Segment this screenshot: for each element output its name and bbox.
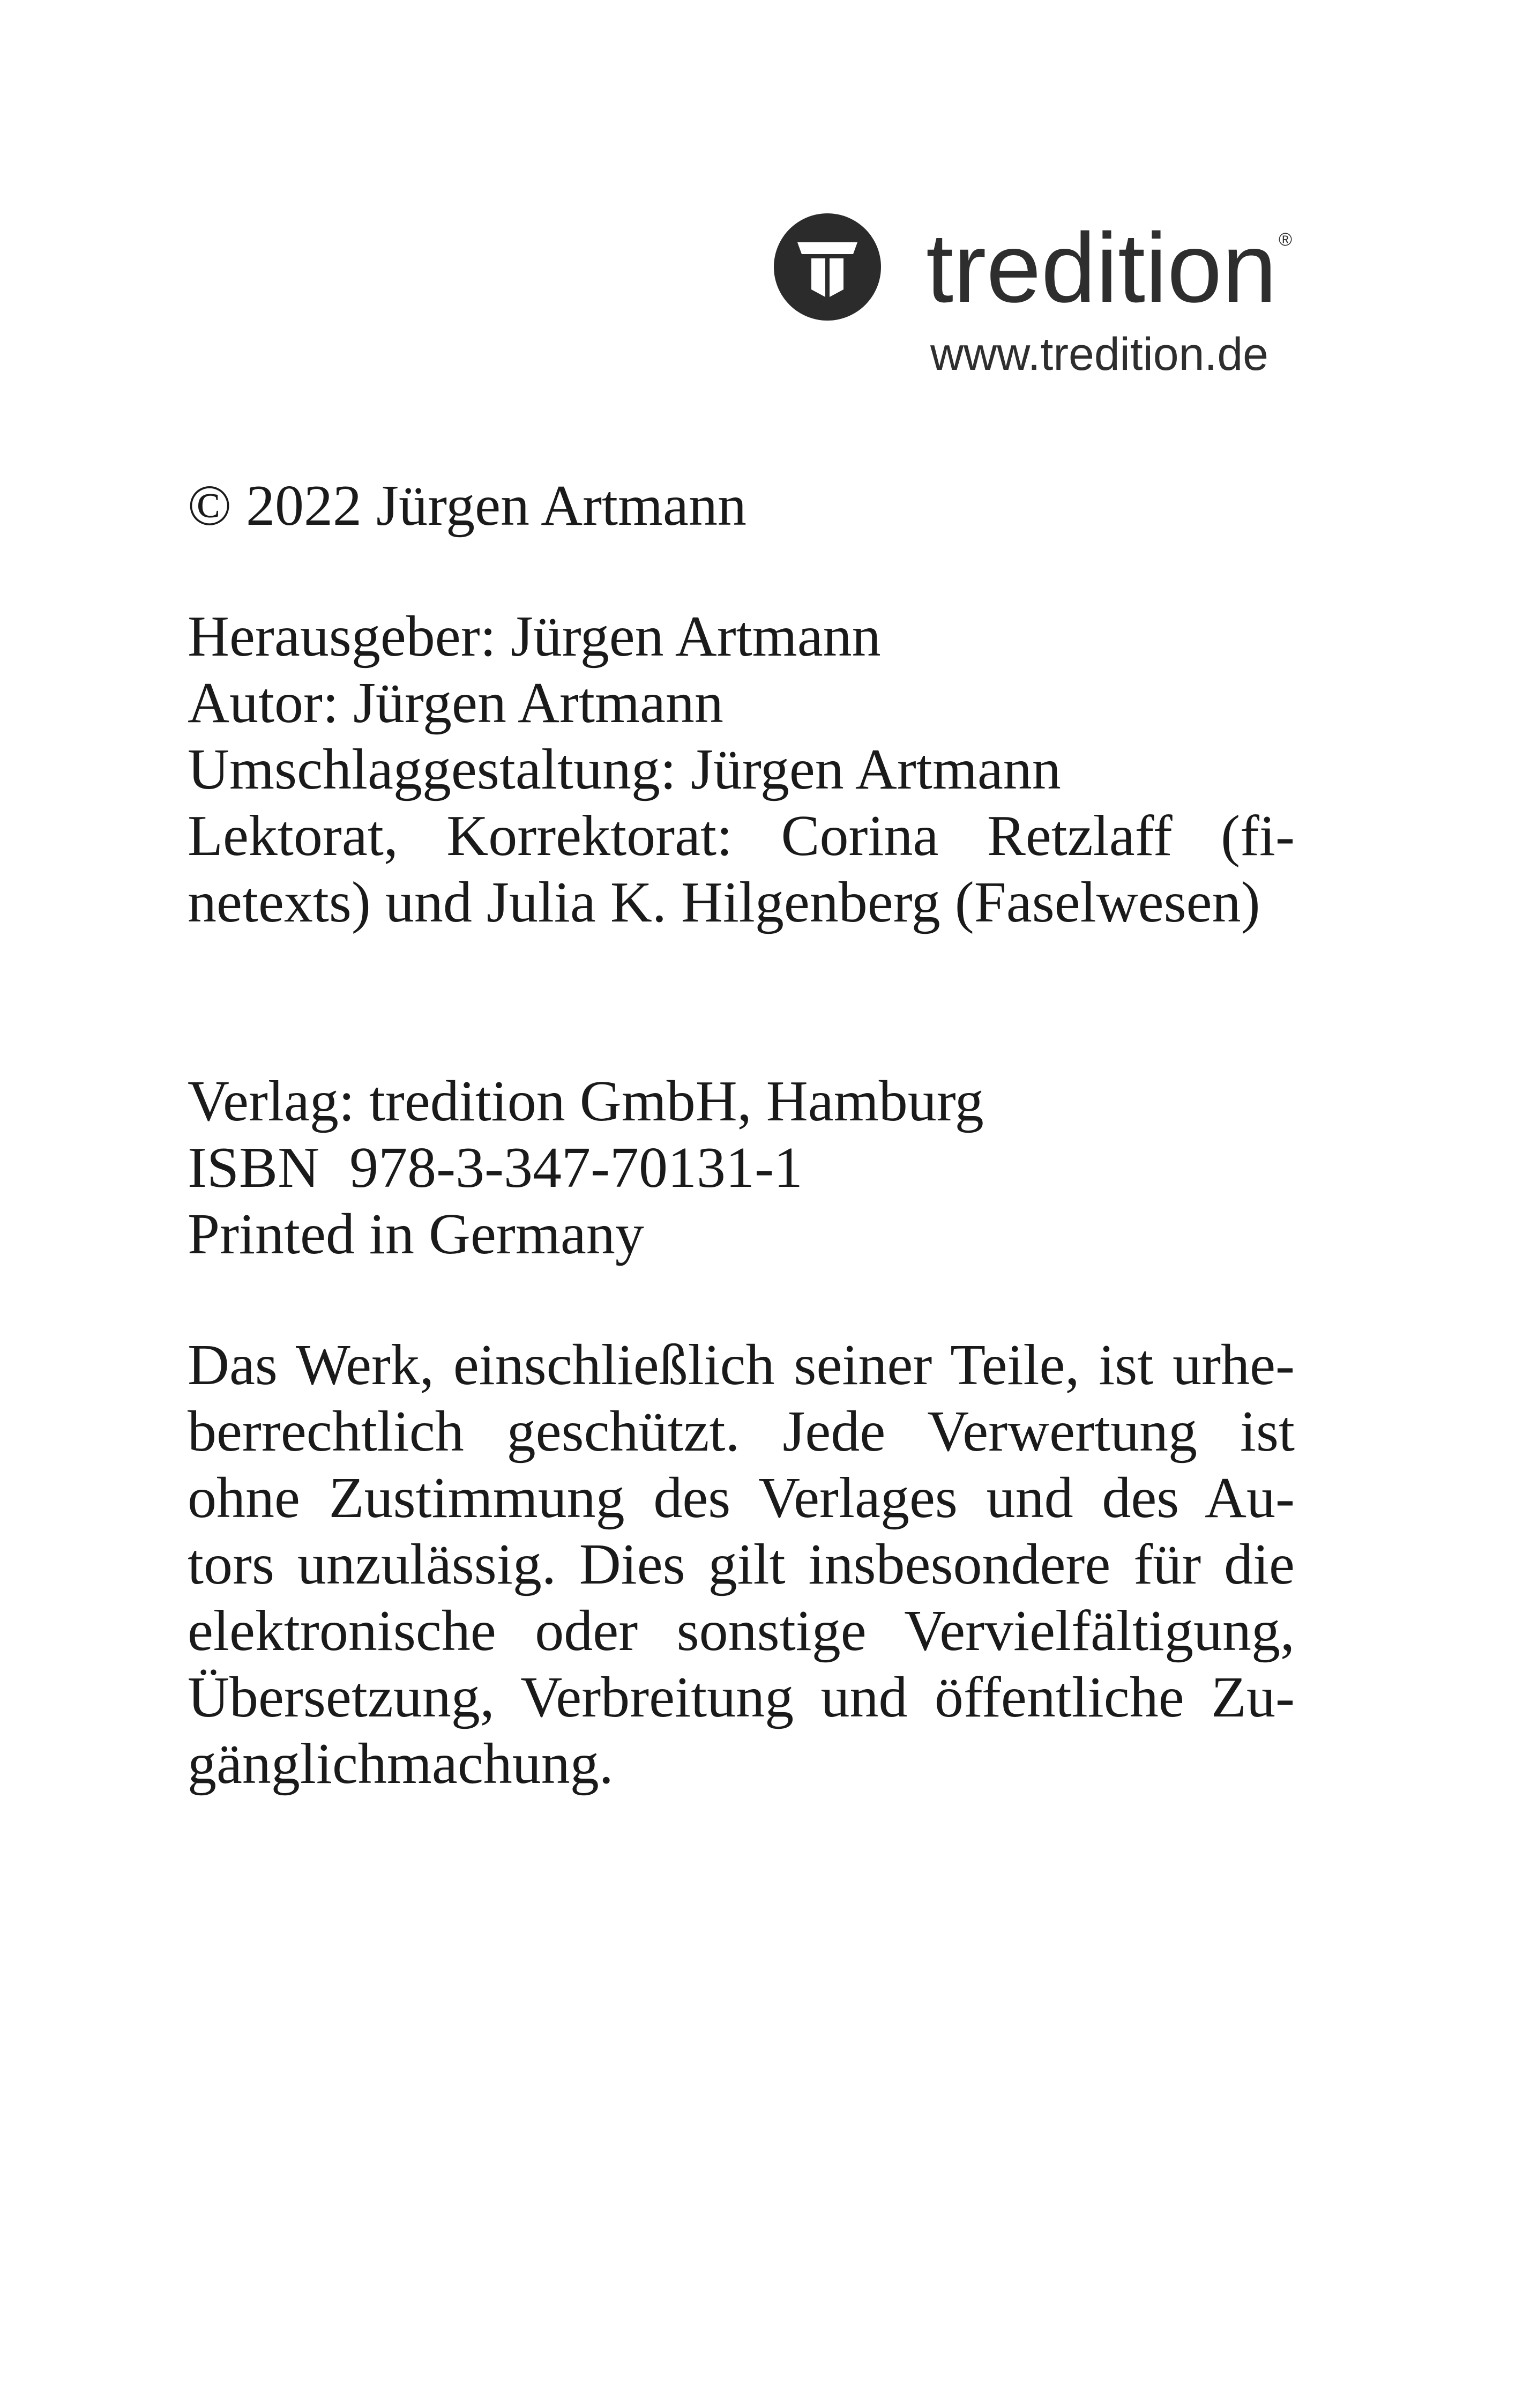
legal-notice-section bbox=[188, 1332, 1295, 1797]
isbn-number: 978-3-347-70131-1 bbox=[349, 1136, 803, 1200]
legal-notice-line: gänglichmachung. bbox=[188, 1732, 614, 1796]
registered-mark: ® bbox=[1279, 229, 1293, 250]
brand-name: tredition bbox=[926, 212, 1277, 323]
credit-proofreading-line-2: netexts) und Julia K. Hilgenberg (Faselwesen) bbox=[188, 871, 1260, 934]
legal-notice-line: Das Werk, einschließlich seiner Teile, ist urhe- bbox=[188, 1333, 1295, 1397]
credits-section bbox=[188, 604, 1295, 936]
legal-notice-line: Übersetzung, Verbreitung und öffentliche Zu- bbox=[188, 1666, 1295, 1729]
isbn-label: ISBN bbox=[188, 1136, 320, 1200]
credit-editor: Herausgeber: Jürgen Artmann bbox=[188, 605, 881, 668]
publisher-website: www.tredition.de bbox=[930, 329, 1268, 380]
copyright-section bbox=[188, 473, 1295, 539]
legal-notice-line: elektronische oder sonstige Vervielfältigung, bbox=[188, 1599, 1295, 1663]
publisher-logo bbox=[0, 0, 1523, 386]
isbn-line bbox=[188, 1135, 1295, 1201]
credit-author: Autor: Jürgen Artmann bbox=[188, 671, 723, 735]
credit-proofreading-line-1: Lektorat, Korrektorat: Corina Retzlaff (fi- bbox=[188, 804, 1295, 868]
publisher-line: Verlag: tredition GmbH, Hamburg bbox=[188, 1069, 984, 1133]
legal-notice-line: tors unzulässig. Dies gilt insbesondere für die bbox=[188, 1533, 1295, 1596]
printed-in-line: Printed in Germany bbox=[188, 1202, 644, 1266]
credit-cover-design: Umschlaggestaltung: Jürgen Artmann bbox=[188, 738, 1061, 801]
publisher-section bbox=[188, 1068, 1295, 1268]
legal-notice-line: berrechtlich geschützt. Jede Verwertung ist bbox=[188, 1400, 1295, 1463]
copyright-line: © 2022 Jürgen Artmann bbox=[188, 474, 746, 538]
tredition-logo-icon bbox=[774, 213, 881, 321]
legal-notice-line: ohne Zustimmung des Verlages und des Au- bbox=[188, 1466, 1295, 1530]
